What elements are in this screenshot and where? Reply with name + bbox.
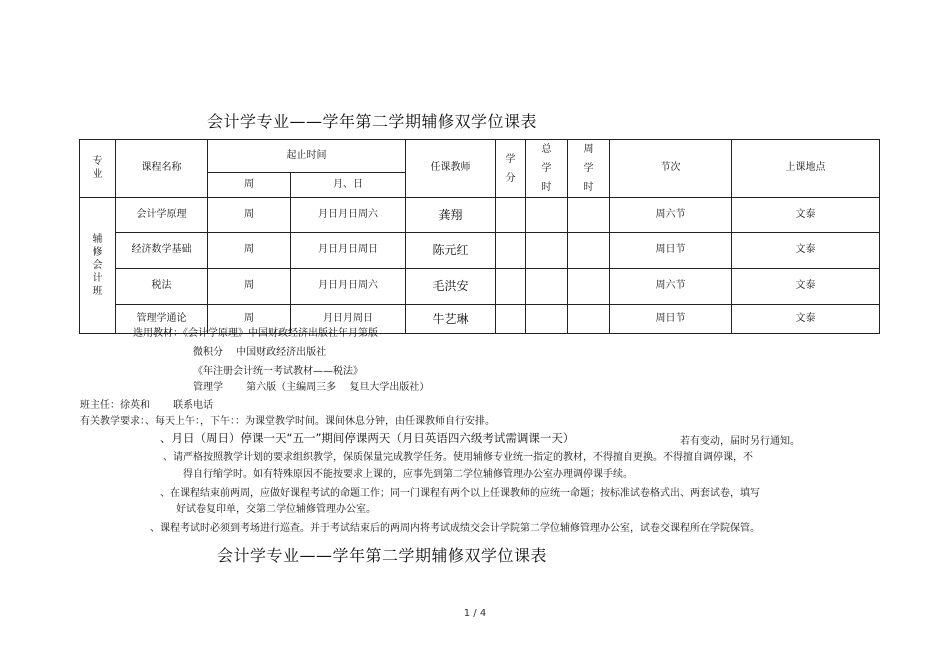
course-name: 会计学原理 bbox=[116, 198, 208, 233]
location-cell: 文泰 bbox=[732, 269, 880, 305]
requirement-1: 、月日（周日）停课一天“五一”期间停课两天（月日英语四六级考试需调课一天） bbox=[160, 431, 575, 445]
credit-cell bbox=[496, 269, 526, 305]
requirement-2-cont: 得自行缩学时。如有特殊原因不能按要求上课的，应事先到第二学位辅修管理办公室办理调停课手续。 bbox=[183, 469, 633, 480]
session-cell: 周日节 bbox=[610, 305, 732, 334]
weekly-hours-cell bbox=[568, 198, 610, 233]
header-total-hours: 总学时 bbox=[526, 140, 568, 198]
header-major: 专业 bbox=[80, 140, 116, 198]
header-period: 起止时间 bbox=[208, 140, 406, 173]
course-name: 经济数学基础 bbox=[116, 233, 208, 269]
credit-cell bbox=[496, 198, 526, 233]
week-cell: 周 bbox=[208, 305, 291, 334]
week-cell: 周 bbox=[208, 198, 291, 233]
dates-cell: 月日月日周六 bbox=[291, 198, 406, 233]
total-hours-cell bbox=[526, 305, 568, 334]
textbook-line-3: 《年注册会计统一考试教材——税法》 bbox=[193, 366, 363, 377]
credit-cell bbox=[496, 305, 526, 334]
requirement-2: 、请严格按照教学计划的要求组织教学，保质保量完成教学任务。使用辅修专业统一指定的教材，不得擅自更换。不得擅自调停课，不 bbox=[163, 452, 753, 463]
header-credit: 学分 bbox=[496, 140, 526, 198]
header-session: 节次 bbox=[610, 140, 732, 198]
textbook-line-2: 微积分 中国财政经济出版社 bbox=[193, 347, 327, 358]
location-cell: 文泰 bbox=[732, 305, 880, 334]
table-row bbox=[80, 198, 880, 233]
header-row bbox=[80, 140, 880, 173]
schedule-table bbox=[79, 139, 880, 334]
requirement-3: 、在课程结束前两周，应做好课程考试的命题工作；同一门课程有两个以上任课教师的应统一命题；按标准试卷格式出、两套试卷，填写 bbox=[160, 488, 760, 499]
header-location: 上课地点 bbox=[732, 140, 880, 198]
requirement-1-tail: 若有变动，届时另行通知。 bbox=[680, 436, 800, 447]
header-weekly-hours: 周学时 bbox=[568, 140, 610, 198]
teacher-cell: 龚翔 bbox=[406, 198, 496, 233]
teaching-requirements: 有关教学要求：、每天上午：，下午：：为课堂教学时间。课间休息分钟，由任课教师自行安排。 bbox=[80, 416, 495, 427]
table-row bbox=[80, 233, 880, 269]
page-title-repeat: 会计学专业——学年第二学期辅修双学位课表 bbox=[217, 546, 548, 565]
week-cell: 周 bbox=[208, 233, 291, 269]
session-cell: 周六节 bbox=[610, 198, 732, 233]
teacher-cell: 牛艺琳 bbox=[406, 305, 496, 334]
weekly-hours-cell bbox=[568, 305, 610, 334]
total-hours-cell bbox=[526, 198, 568, 233]
textbook-line-1: 选用教材：《会计学原理》中国财政经济出版社年月第版 bbox=[133, 328, 378, 339]
session-cell: 周六节 bbox=[610, 269, 732, 305]
table-row bbox=[80, 269, 880, 305]
dates-cell: 月日月日周日 bbox=[291, 233, 406, 269]
textbook-line-4: 管理学 第六版（主编周三多 复旦大学出版社） bbox=[193, 382, 430, 393]
header-month-day: 月、日 bbox=[291, 173, 406, 198]
week-cell: 周 bbox=[208, 269, 291, 305]
requirement-4: 、课程考试时必须到考场进行巡查。并于考试结束后的两周内将考试成绩交会计学院第二学位辅修管理办公室，试卷交课程所在学院保管。 bbox=[150, 523, 760, 534]
page-number: 1 / 4 bbox=[463, 608, 487, 619]
total-hours-cell bbox=[526, 233, 568, 269]
head-teacher-line: 班主任：徐英和 联系电话 bbox=[80, 400, 214, 411]
dates-cell: 月日月日周六 bbox=[291, 269, 406, 305]
requirement-3-cont: 好试卷复印单，交第二学位辅修管理办公室。 bbox=[176, 504, 376, 515]
course-name: 管理学通论 bbox=[116, 305, 208, 334]
header-course-name: 课程名称 bbox=[116, 140, 208, 198]
header-week: 周 bbox=[208, 173, 291, 198]
teacher-cell: 陈元红 bbox=[406, 233, 496, 269]
class-name: 辅修会计班 bbox=[80, 198, 116, 334]
weekly-hours-cell bbox=[568, 269, 610, 305]
total-hours-cell bbox=[526, 269, 568, 305]
location-cell: 文泰 bbox=[732, 198, 880, 233]
teacher-cell: 毛洪安 bbox=[406, 269, 496, 305]
location-cell: 文泰 bbox=[732, 233, 880, 269]
session-cell: 周日节 bbox=[610, 233, 732, 269]
dates-cell: 月日月周日 bbox=[291, 305, 406, 334]
weekly-hours-cell bbox=[568, 233, 610, 269]
header-teacher: 任课教师 bbox=[406, 140, 496, 198]
course-name: 税法 bbox=[116, 269, 208, 305]
page-title: 会计学专业——学年第二学期辅修双学位课表 bbox=[207, 112, 538, 131]
credit-cell bbox=[496, 233, 526, 269]
